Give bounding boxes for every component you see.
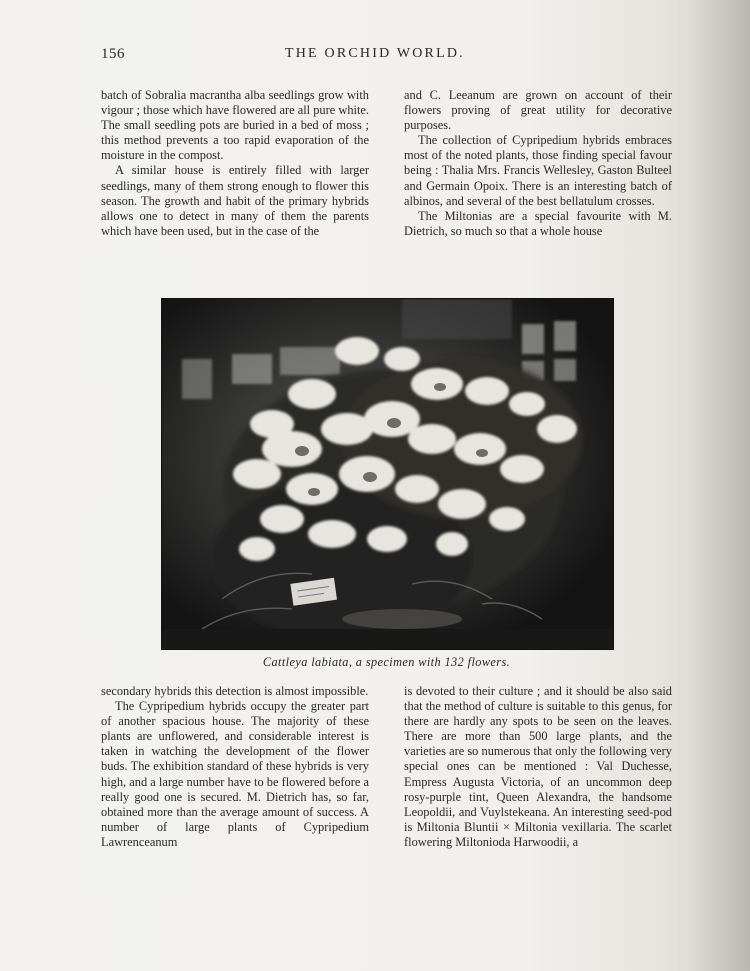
- column-bottom-right: [404, 684, 672, 850]
- paragraph: The Miltonias are a special favourite with M. Dietrich, so much so that a whole house: [404, 208, 672, 238]
- paragraph: and C. Leeanum are grown on account of their flowers proving of great utility for decorative purposes.: [404, 88, 672, 133]
- orchid-photograph: [161, 298, 614, 650]
- figure-caption: Cattleya labiata, a specimen with 132 flowers.: [262, 655, 511, 669]
- paragraph: The Cypripedium hybrids occupy the greater part of another spacious house. The majority of these plants are unflowered, and considerable interest is taken in watching the development of the flower buds. The exhibition standard of these hybrids is very high, and a large number have to be flowered before a really good one is secured. M. Dietrich has, so far, obtained more than the average amount of success. A number of large plants of Cypripedium Lawrenceanum: [101, 699, 369, 849]
- paragraph: A similar house is entirely filled with larger seedlings, many of them strong enough to flower this season. The growth and habit of the primary hybrids allows one to detect in many of them the parents which have been used, but in the case of the: [101, 163, 369, 238]
- running-head: THE ORCHID WORLD.: [285, 46, 465, 61]
- column-bottom-left: [101, 684, 369, 850]
- orchid-plant-image: [162, 299, 613, 649]
- paragraph: is devoted to their culture ; and it should be also said that the method of culture is suitable to this genus, for there are hardly any spots to be seen on the leaves. There are more than 500 large plants, and the varieties are so numerous that only the following very special ones can be mentioned : Val Duchesse, Empress Augusta Victoria, of an uncommon deep rosy-purple tint, Queen Alexandra, the handsome Leopoldii, and Vuylstekeana. An interesting seed-pod is Miltonia Bluntii × Miltonia vexillaria. The scarlet flowering Miltonioda Harwoodii, a: [404, 684, 672, 849]
- page-number: 156: [101, 46, 125, 62]
- paragraph: secondary hybrids this detection is almost impossible.: [101, 684, 369, 698]
- page-edge-shadow: [690, 0, 750, 971]
- column-top-right: [404, 88, 672, 239]
- paragraph: The collection of Cypripedium hybrids embraces most of the noted plants, those finding special favour being : Thalia Mrs. Francis Wellesley, Gaston Bulteel and Germain Opoix. There is an interesting batch of albinos, and several of the best bellatulum crosses.: [404, 133, 672, 208]
- column-top-left: [101, 88, 369, 239]
- paragraph: batch of Sobralia macrantha alba seedlings grow with vigour ; those which have flowered are all pure white. The small seedling pots are buried in a bed of moss ; this method prevents a too rapid evaporation of the moisture in the compost.: [101, 88, 369, 163]
